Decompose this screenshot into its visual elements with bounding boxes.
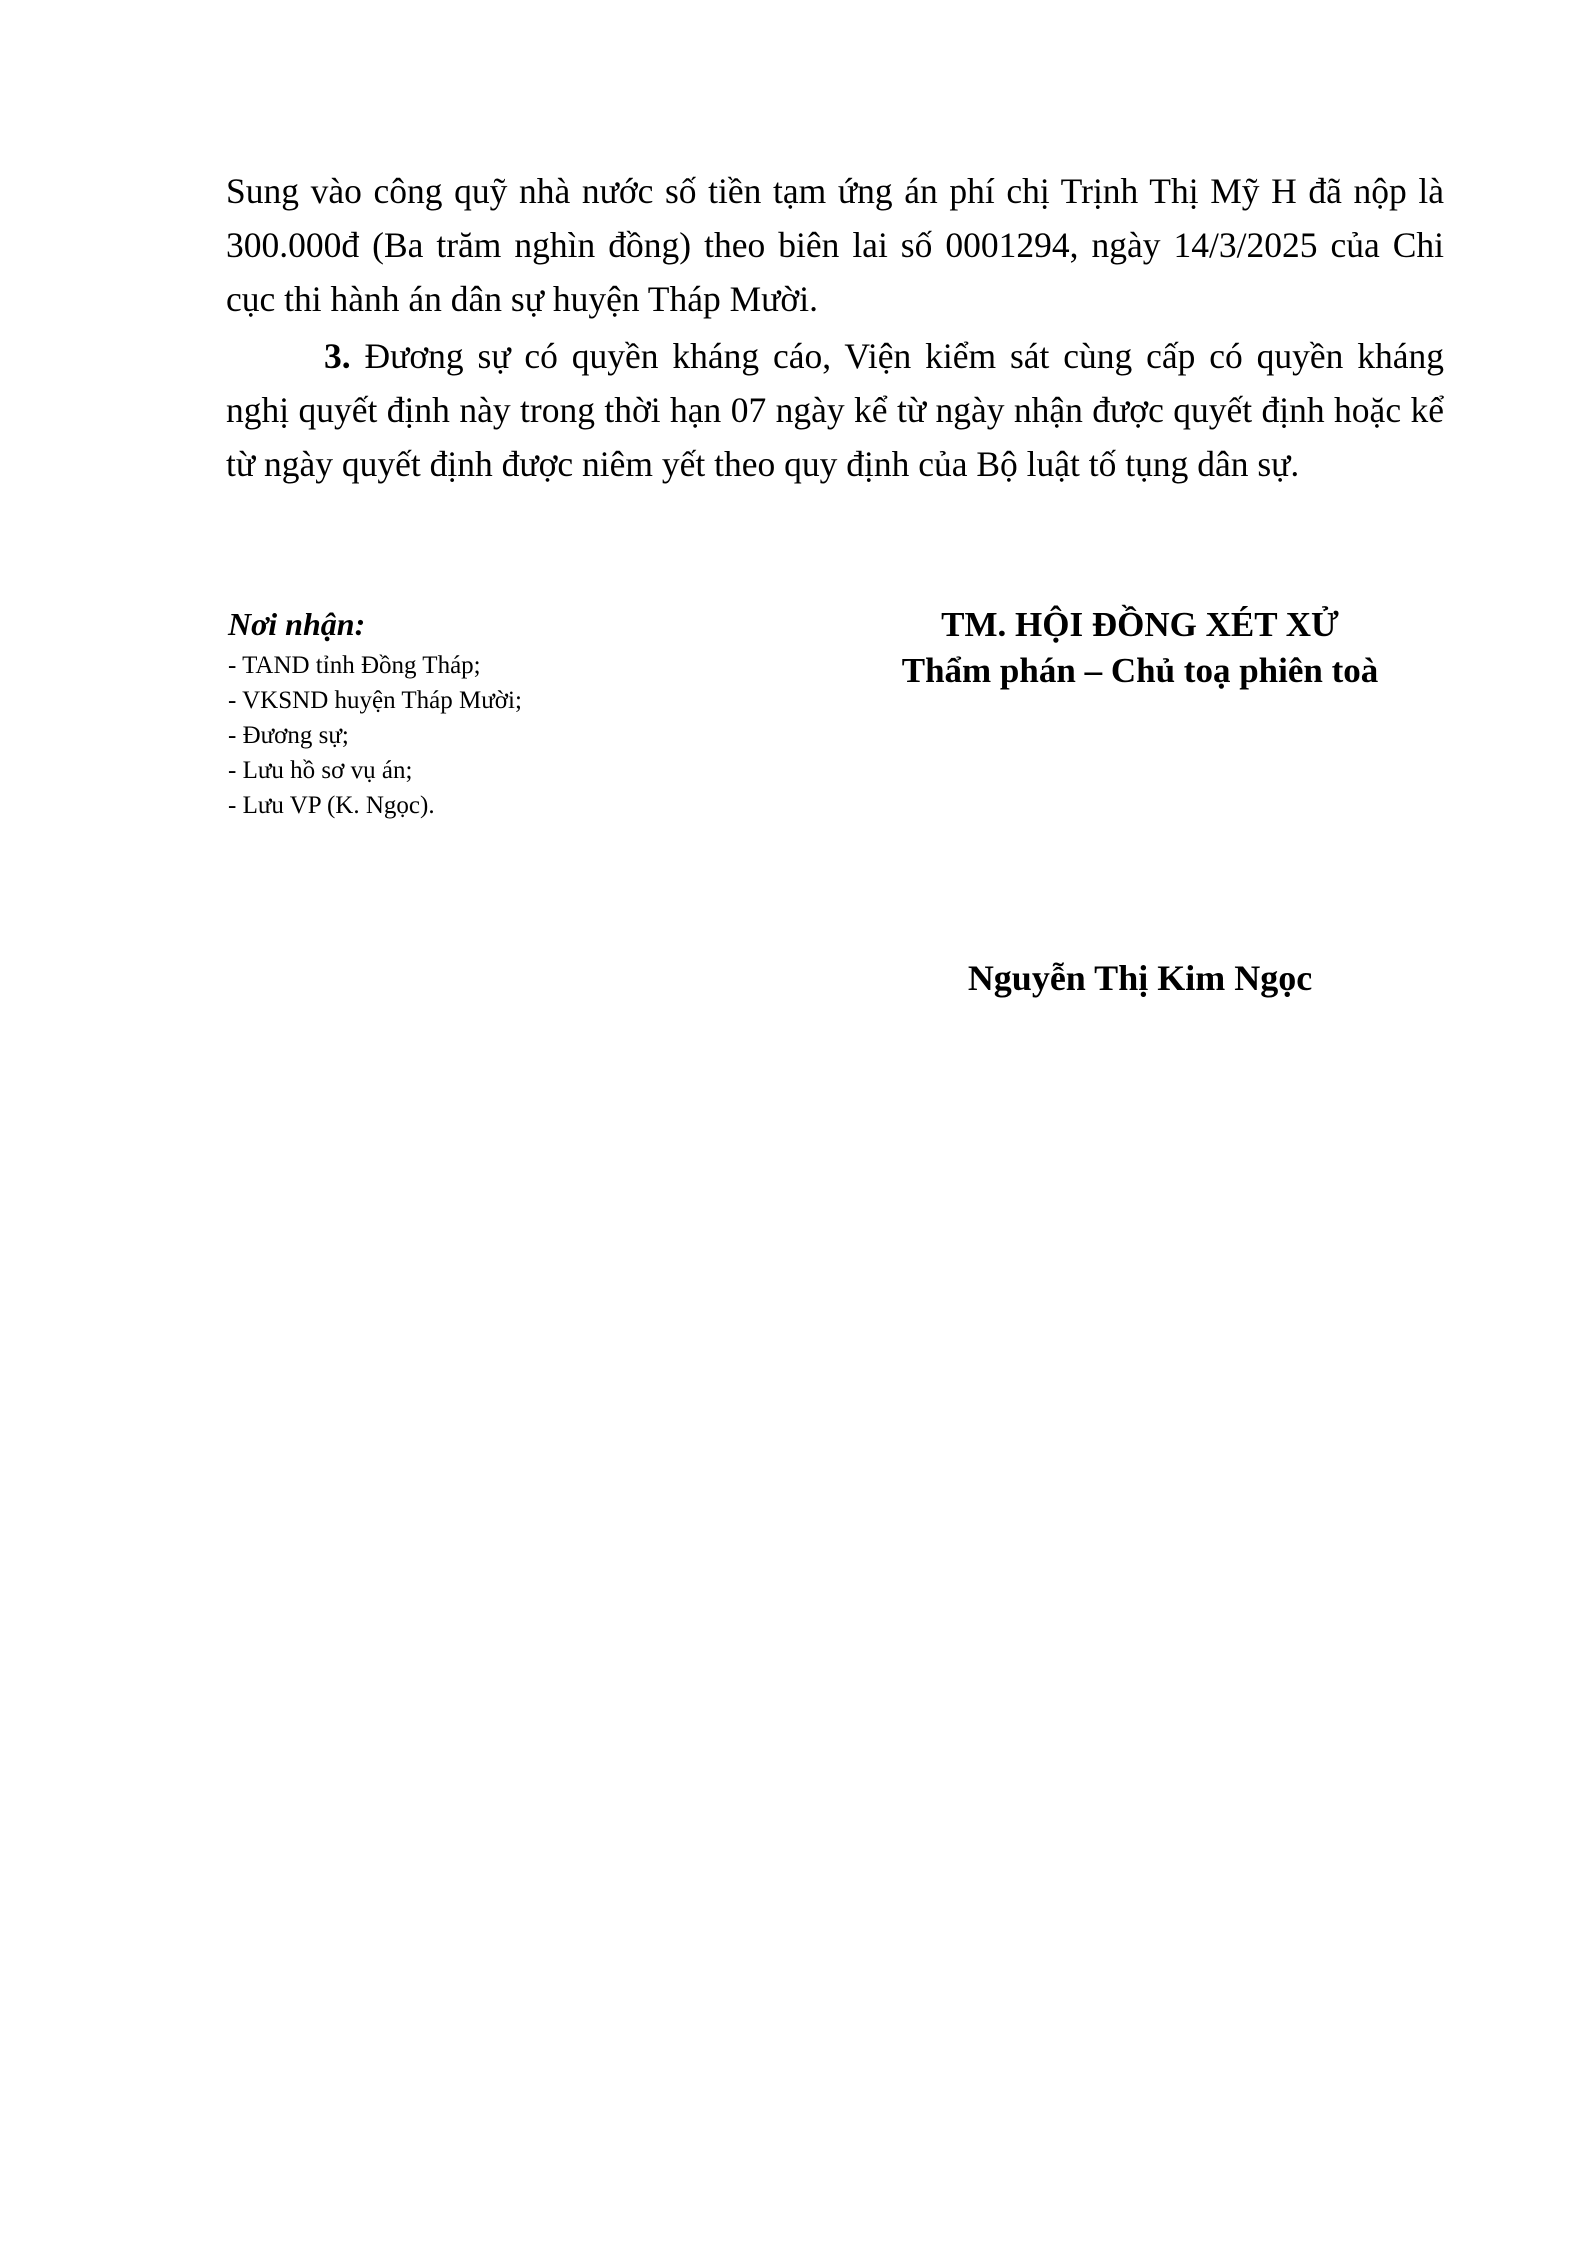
signature-organization: TM. HỘI ĐỒNG XÉT XỬ bbox=[941, 605, 1339, 644]
recipient-item: - Đương sự; bbox=[228, 722, 349, 749]
signer-name: Nguyễn Thị Kim Ngọc bbox=[967, 958, 1313, 998]
signature-block bbox=[830, 602, 1450, 694]
recipient-item: - VKSND huyện Tháp Mười; bbox=[228, 687, 522, 714]
body-paragraph-2 bbox=[226, 329, 1444, 491]
recipients-block bbox=[228, 602, 788, 823]
recipients-title: Nơi nhận: bbox=[228, 606, 366, 642]
recipients-list bbox=[228, 648, 788, 823]
recipient-item: - TAND tỉnh Đồng Tháp; bbox=[228, 652, 481, 679]
body-paragraph-1: Sung vào công quỹ nhà nước số tiền tạm ứng án phí chị Trịnh Thị Mỹ H đã nộp là 300.000đ (Ba trăm nghìn đồng) theo biên lai số 0001294, ngày 14/3/2025 của Chi cục thi hành án dân sự huyện Tháp Mười. bbox=[226, 171, 1444, 319]
recipient-item: - Lưu hồ sơ vụ án; bbox=[228, 757, 413, 784]
signature-role: Thẩm phán – Chủ toạ phiên toà bbox=[901, 651, 1379, 690]
paragraph-text: Đương sự có quyền kháng cáo, Viện kiểm sát cùng cấp có quyền kháng nghị quyết định này trong thời hạn 07 ngày kể từ ngày nhận được quyết định hoặc kể từ ngày quyết định được niêm yết theo quy định của Bộ luật tố tụng dân sự. bbox=[226, 336, 1444, 484]
recipient-item: - Lưu VP (K. Ngọc). bbox=[228, 792, 435, 819]
paragraph-number: 3. bbox=[324, 336, 351, 376]
